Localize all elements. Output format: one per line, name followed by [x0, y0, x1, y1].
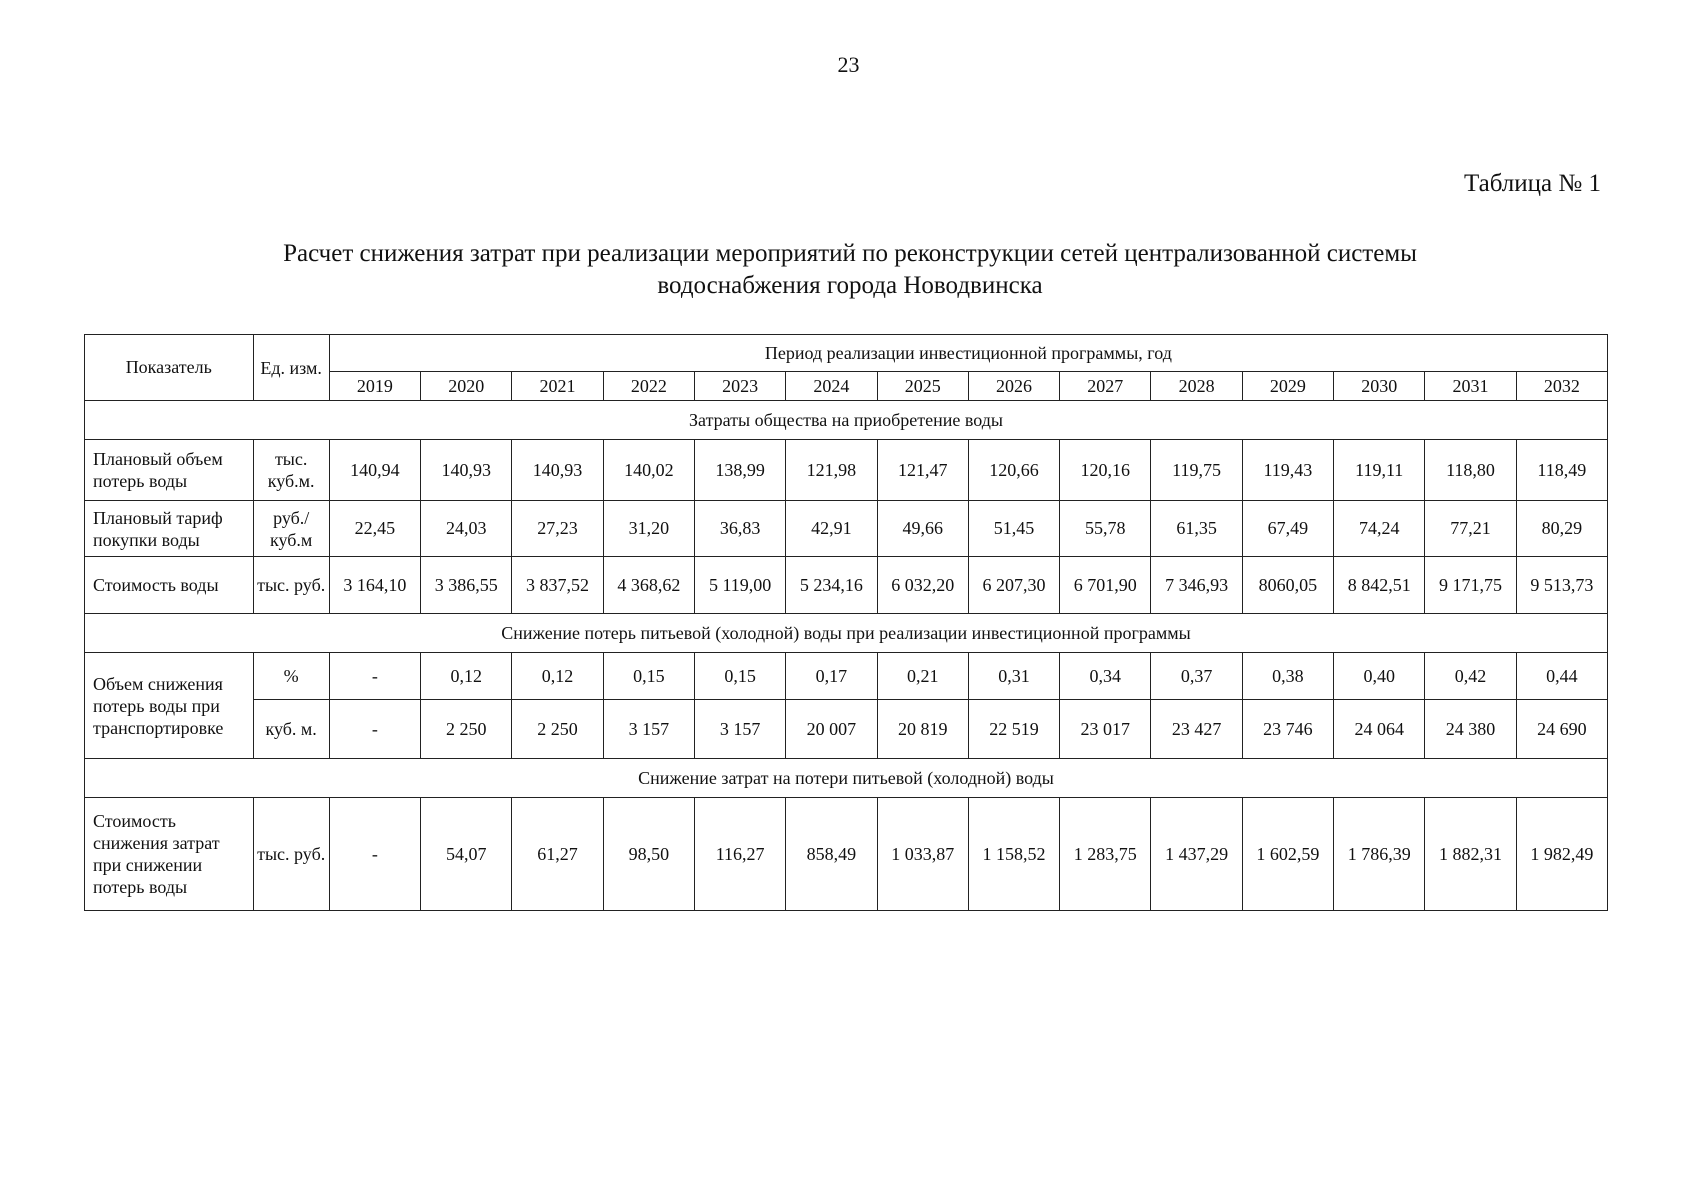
header-year: 2025: [877, 372, 968, 401]
table-cell: 2 250: [512, 700, 603, 759]
table-cell: 0,34: [1060, 653, 1151, 700]
table-cell: 140,94: [329, 440, 420, 501]
header-year: 2028: [1151, 372, 1242, 401]
table-cell: 1 982,49: [1516, 798, 1607, 911]
table-cell: 0,15: [694, 653, 785, 700]
table-cell: 20 007: [786, 700, 877, 759]
table-cell: 3 157: [694, 700, 785, 759]
table-cell: 98,50: [603, 798, 694, 911]
table-row: [85, 798, 1608, 911]
header-year: 2019: [329, 372, 420, 401]
table-cell: 24 064: [1334, 700, 1425, 759]
table-cell: 1 602,59: [1242, 798, 1333, 911]
table-cell: 120,16: [1060, 440, 1151, 501]
section-row: [85, 614, 1608, 653]
table-row: [85, 653, 1608, 700]
table-cell: 74,24: [1334, 501, 1425, 557]
table-cell: 9 171,75: [1425, 557, 1516, 614]
table-cell: 42,91: [786, 501, 877, 557]
table-cell: 61,35: [1151, 501, 1242, 557]
row-unit: тыс. руб.: [253, 557, 329, 614]
table-cell: 119,43: [1242, 440, 1333, 501]
table-row: [85, 440, 1608, 501]
table-cell: 140,93: [421, 440, 512, 501]
table-cell: 36,83: [694, 501, 785, 557]
table-cell: 0,31: [968, 653, 1059, 700]
table-cell: 23 427: [1151, 700, 1242, 759]
section-row: [85, 401, 1608, 440]
table-cell: 67,49: [1242, 501, 1333, 557]
section-loss-reduction: Снижение потерь питьевой (холодной) воды при реализации инвестиционной программы: [85, 614, 1608, 653]
table-row: [85, 557, 1608, 614]
table-cell: 119,75: [1151, 440, 1242, 501]
header-period: Период реализации инвестиционной программы, год: [329, 335, 1607, 372]
table-cell: 1 158,52: [968, 798, 1059, 911]
table-cell: 6 032,20: [877, 557, 968, 614]
table-cell: 1 033,87: [877, 798, 968, 911]
table-cell: 24 380: [1425, 700, 1516, 759]
title-line-2: водоснабжения города Новодвинска: [657, 272, 1043, 299]
row-unit: тыс. куб.м.: [253, 440, 329, 501]
table-cell: 119,11: [1334, 440, 1425, 501]
table-cell: 1 786,39: [1334, 798, 1425, 911]
table-cell: 80,29: [1516, 501, 1607, 557]
table-cell: 23 017: [1060, 700, 1151, 759]
table-cell: 0,12: [512, 653, 603, 700]
table-cell: 8060,05: [1242, 557, 1333, 614]
header-year: 2023: [694, 372, 785, 401]
table-cell: 138,99: [694, 440, 785, 501]
table-cell: 24 690: [1516, 700, 1607, 759]
table-cell: 77,21: [1425, 501, 1516, 557]
table-cell: 858,49: [786, 798, 877, 911]
table-cell: -: [329, 700, 420, 759]
table-cell: 22 519: [968, 700, 1059, 759]
row-unit: %: [253, 653, 329, 700]
row-label: Стоимость снижения затрат при снижении потерь воды: [85, 798, 254, 911]
row-unit: тыс. руб.: [253, 798, 329, 911]
header-row-1: [85, 335, 1608, 372]
table-cell: 3 837,52: [512, 557, 603, 614]
table-cell: 0,17: [786, 653, 877, 700]
table-cell: -: [329, 653, 420, 700]
table-cell: 20 819: [877, 700, 968, 759]
table-cell: 7 346,93: [1151, 557, 1242, 614]
row-label: Плановый объем потерь воды: [85, 440, 254, 501]
table-cell: 49,66: [877, 501, 968, 557]
table-cell: 6 207,30: [968, 557, 1059, 614]
table-cell: 1 437,29: [1151, 798, 1242, 911]
table-cell: 120,66: [968, 440, 1059, 501]
table-cell: 116,27: [694, 798, 785, 911]
table-cell: 0,38: [1242, 653, 1333, 700]
table-cell: 3 157: [603, 700, 694, 759]
table-cell: 118,49: [1516, 440, 1607, 501]
header-year: 2029: [1242, 372, 1333, 401]
table-cell: 1 283,75: [1060, 798, 1151, 911]
document-title: [100, 238, 1600, 302]
table-cell: 0,21: [877, 653, 968, 700]
header-year: 2026: [968, 372, 1059, 401]
title-line-1: Расчет снижения затрат при реализации мероприятий по реконструкции сетей централизованной системы: [283, 240, 1417, 267]
table-cell: 140,02: [603, 440, 694, 501]
table-cell: 27,23: [512, 501, 603, 557]
table-cell: 8 842,51: [1334, 557, 1425, 614]
section-purchase-costs: Затраты общества на приобретение воды: [85, 401, 1608, 440]
table-cell: 51,45: [968, 501, 1059, 557]
table-cell: 118,80: [1425, 440, 1516, 501]
table-cell: 5 119,00: [694, 557, 785, 614]
header-indicator: Показатель: [85, 335, 254, 401]
table-cell: 2 250: [421, 700, 512, 759]
table-cell: 23 746: [1242, 700, 1333, 759]
table-cell: 5 234,16: [786, 557, 877, 614]
header-year: 2020: [421, 372, 512, 401]
table-cell: 0,37: [1151, 653, 1242, 700]
table-cell: 9 513,73: [1516, 557, 1607, 614]
table-cell: 1 882,31: [1425, 798, 1516, 911]
table-cell: 0,15: [603, 653, 694, 700]
page-number: 23: [837, 52, 860, 77]
table-cell: 61,27: [512, 798, 603, 911]
header-year: 2030: [1334, 372, 1425, 401]
investment-table: [84, 334, 1608, 911]
table-cell: 0,12: [421, 653, 512, 700]
header-year: 2022: [603, 372, 694, 401]
header-year: 2027: [1060, 372, 1151, 401]
section-row: [85, 759, 1608, 798]
table-row: [85, 501, 1608, 557]
table-cell: 6 701,90: [1060, 557, 1151, 614]
table-cell: 121,98: [786, 440, 877, 501]
table-cell: 0,40: [1334, 653, 1425, 700]
header-unit: Ед. изм.: [253, 335, 329, 401]
table-cell: 55,78: [1060, 501, 1151, 557]
table-cell: 0,42: [1425, 653, 1516, 700]
header-year: 2031: [1425, 372, 1516, 401]
table-number: Таблица № 1: [1463, 170, 1601, 197]
header-year: 2024: [786, 372, 877, 401]
table-cell: 121,47: [877, 440, 968, 501]
header-year: 2032: [1516, 372, 1607, 401]
section-cost-reduction: Снижение затрат на потери питьевой (холодной) воды: [85, 759, 1608, 798]
table-cell: 140,93: [512, 440, 603, 501]
header-year: 2021: [512, 372, 603, 401]
table-cell: 4 368,62: [603, 557, 694, 614]
row-unit: куб. м.: [253, 700, 329, 759]
table-cell: 31,20: [603, 501, 694, 557]
table-cell: 0,44: [1516, 653, 1607, 700]
table-cell: 22,45: [329, 501, 420, 557]
table-cell: -: [329, 798, 420, 911]
table-cell: 24,03: [421, 501, 512, 557]
row-label: Объем снижения потерь воды при транспортировке: [85, 653, 254, 759]
table-cell: 3 164,10: [329, 557, 420, 614]
row-label: Плановый тариф покупки воды: [85, 501, 254, 557]
row-unit: руб./ куб.м: [253, 501, 329, 557]
table-cell: 54,07: [421, 798, 512, 911]
table-row: [85, 700, 1608, 759]
table-cell: 3 386,55: [421, 557, 512, 614]
row-label: Стоимость воды: [85, 557, 254, 614]
